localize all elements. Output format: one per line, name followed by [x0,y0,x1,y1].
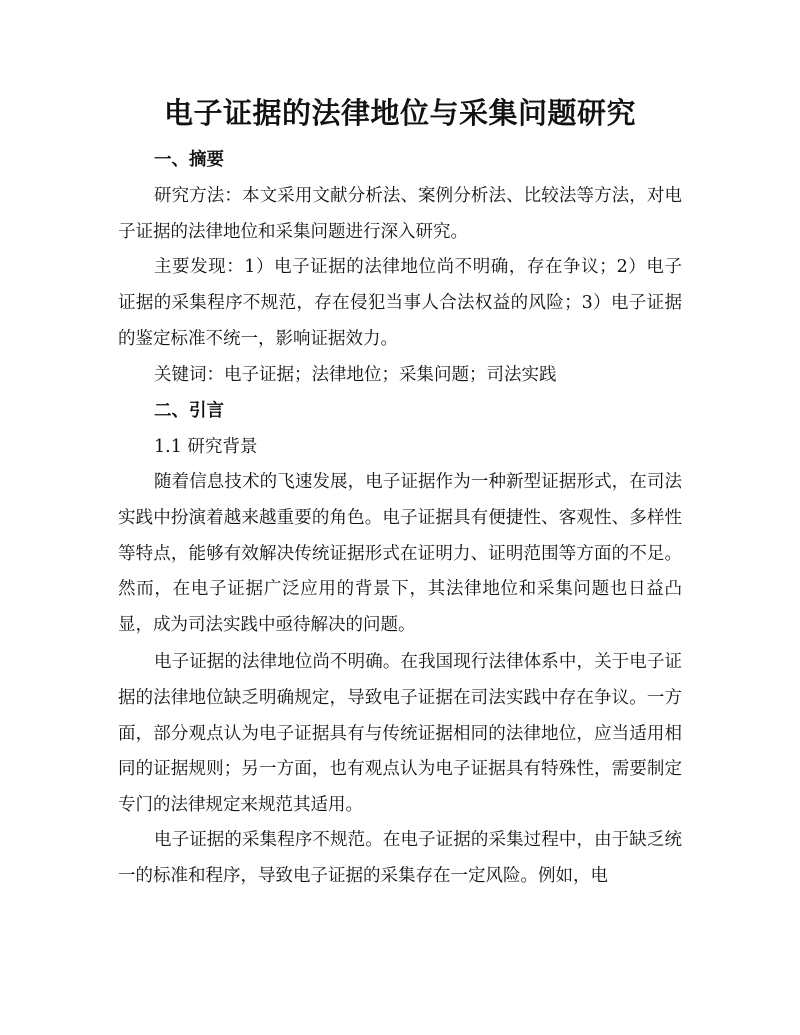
keywords-line: 关键词：电子证据；法律地位；采集问题；司法实践 [154,365,557,385]
legal-status-paragraph: 电子证据的法律地位尚不明确。在我国现行法律体系中，关于电子证据的法律地位缺乏明确规定，导致电子证据在司法实践中存在争议。一方面，部分观点认为电子证据具有与传统证据相同的法律地位，应当适用相同的证据规则；另一方面，也有观点认为电子证据具有特殊性，需要制定专门的法律规定来规范其适用。 [118,652,682,816]
background-heading: 1.1 研究背景 [154,437,258,457]
collection-paragraph: 电子证据的采集程序不规范。在电子证据的采集过程中，由于缺乏统一的标准和程序，导致电子证据的采集存在一定风险。例如，电 [118,830,682,886]
intro-heading: 二、引言 [154,401,224,421]
findings-paragraph: 主要发现：1）电子证据的法律地位尚不明确，存在争议；2）电子证据的采集程序不规范，存在侵犯当事人合法权益的风险；3）电子证据的鉴定标准不统一，影响证据效力。 [118,257,682,349]
methods-paragraph: 研究方法：本文采用文献分析法、案例分析法、比较法等方法，对电子证据的法律地位和采集问题进行深入研究。 [118,186,682,242]
background-paragraph: 随着信息技术的飞速发展，电子证据作为一种新型证据形式，在司法实践中扮演着越来越重要的角色。电子证据具有便捷性、客观性、多样性等特点，能够有效解决传统证据形式在证明力、证明范围等方面的不足。然而，在电子证据广泛应用的背景下，其法律地位和采集问题也日益凸显，成为司法实践中亟待解决的问题。 [118,472,682,636]
document-title: 电子证据的法律地位与采集问题研究 [163,96,636,130]
abstract-heading: 一、摘要 [154,150,224,170]
